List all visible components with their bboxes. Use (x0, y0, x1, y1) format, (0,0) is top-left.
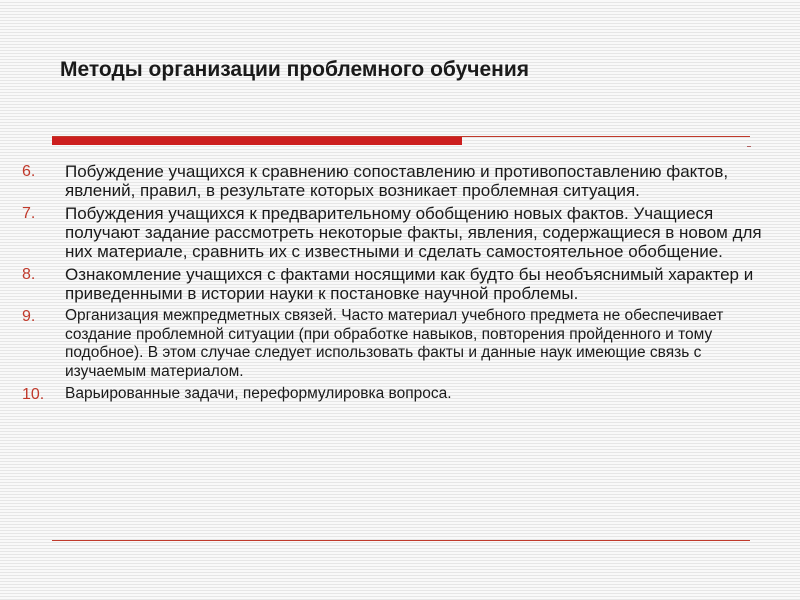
list-item-number: 10. (22, 386, 45, 403)
list-item (22, 265, 782, 303)
list-item-text: Ознакомление учащихся с фактами носящими как будто бы необъяснимый характер и приведенными в истории науки к постановке научной проблемы. (65, 265, 754, 303)
bottom-divider (52, 540, 750, 541)
list-item-text: Побуждение учащихся к сравнению сопоставлению и противопоставлению фактов, явлений, правил, в результате которых возникает проблемная ситуация. (65, 162, 729, 200)
list-item-text: Варьированные задачи, переформулировка вопроса. (65, 385, 452, 402)
list-item (22, 204, 782, 261)
list-item (22, 385, 782, 404)
list-item-text: Организация межпредметных связей. Часто материал учебного предмета не обеспечивает создание проблемной ситуации (при обработке навыков, повторения пройденного и тому подобное). В этом случае следует использовать факты и данные наук имеющие связь с изучаемым материалом. (65, 307, 724, 380)
list-item-text: Побуждения учащихся к предварительному обобщению новых фактов. Учащиеся получают задание рассмотреть некоторые факты, явления, содержащиеся в новом для них материале, сравнить их с известными и сделать самостоятельное обобщение. (65, 204, 762, 261)
list-item-number: 7. (22, 205, 36, 222)
list-item (22, 162, 782, 200)
list-item-number: 8. (22, 266, 36, 283)
decorative-tick (747, 146, 751, 147)
methods-list (22, 162, 782, 408)
list-item (22, 307, 782, 381)
list-item-number: 6. (22, 163, 36, 180)
slide-title: Методы организации проблемного обучения (60, 58, 529, 81)
list-item-number: 9. (22, 308, 36, 325)
title-underline-accent (52, 137, 462, 145)
